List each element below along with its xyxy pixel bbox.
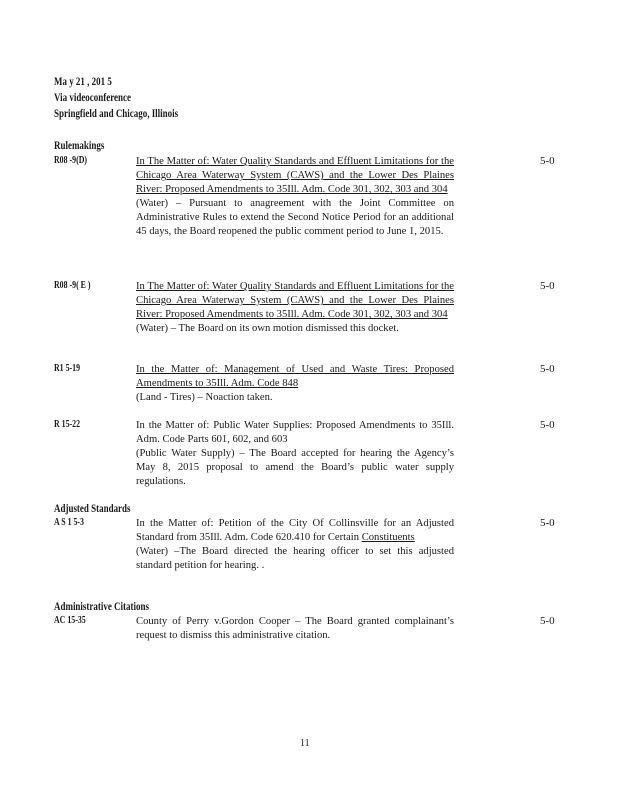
item-description: [136, 615, 454, 643]
docket-number: R 15-22: [54, 419, 81, 430]
docket-number: R08 -9(D): [54, 155, 88, 166]
docket-number: AC 15-35: [54, 615, 86, 626]
item-body: (Land - Tires) – Noaction taken.: [136, 392, 273, 404]
section-administrative-citations: Administrative Citations: [54, 601, 149, 613]
meeting-location: Springfield and Chicago, Illinois: [54, 108, 179, 120]
item-description: [136, 155, 454, 240]
item-title: In the Matter of: Public Water Supplies: Proposed Amendments to 35Ill. Adm. Code Parts 601, 602, and 603: [136, 420, 454, 446]
vote-count: 5-0: [540, 280, 555, 292]
item-title-link[interactable]: In The Matter of: Water Quality Standards and Effluent Limitations for the Chicago Area Waterway System (CAWS) and the Lower Des Plaines River: Proposed Amendments to 35Ill. Adm. Code 301, 302, 303 and 304: [136, 281, 454, 321]
meeting-date: Ma y 21 , 201 5: [54, 76, 112, 88]
vote-count: 5-0: [540, 419, 555, 431]
item-description: [136, 517, 454, 573]
docket-number: R1 5-19: [54, 363, 81, 374]
item-body: (Water) – The Board on its own motion dismissed this docket.: [136, 323, 399, 335]
item-title-link[interactable]: In The Matter of: Water Quality Standards and Effluent Limitations for the Chicago Area Waterway System (CAWS) and the Lower Des Plaines River: Proposed Amendments to 35Ill. Adm. Code 301, 302, 303 and 304: [136, 156, 454, 196]
item-description: [136, 419, 454, 489]
docket-number: A S 1 5-3: [54, 517, 84, 528]
item-title-link[interactable]: Constituents: [361, 532, 415, 544]
item-title-link[interactable]: In the Matter of: Management of Used and Waste Tires: Proposed Amendments to 35Ill. Adm. Code 848: [136, 364, 454, 390]
section-rulemakings: Rulemakings: [54, 140, 105, 152]
vote-count: 5-0: [540, 615, 555, 627]
page-number: 11: [300, 738, 310, 749]
item-body: (Public Water Supply) – The Board accepted for hearing the Agency’s May 8, 2015 proposal to amend the Board’s public water supply regulations.: [136, 448, 454, 488]
docket-number: R08 -9( E ): [54, 280, 91, 291]
meeting-via: Via videoconference: [54, 92, 131, 104]
vote-count: 5-0: [540, 155, 555, 167]
item-body: (Water) –The Board directed the hearing officer to set this adjusted standard petition for hearing. .: [136, 546, 454, 572]
meeting-header: [54, 74, 178, 122]
section-adjusted-standards: Adjusted Standards: [54, 503, 131, 515]
item-description: [136, 280, 454, 336]
vote-count: 5-0: [540, 517, 555, 529]
vote-count: 5-0: [540, 363, 555, 375]
item-description: [136, 363, 454, 405]
item-title: County of Perry v.Gordon Cooper – The Board granted complainant’s request to dismiss this administrative citation.: [136, 616, 454, 642]
item-title: In the Matter of: Petition of the City Of Collinsville for an Adjusted Standard from 35Ill. Adm. Code 620.410 for Certain: [136, 518, 454, 544]
item-body: (Water) – Pursuant to anagreement with the Joint Committee on Administrative Rules to extend the Second Notice Period for an additional 45 days, the Board reopened the public comment period to June 1, 2015.: [136, 198, 454, 238]
